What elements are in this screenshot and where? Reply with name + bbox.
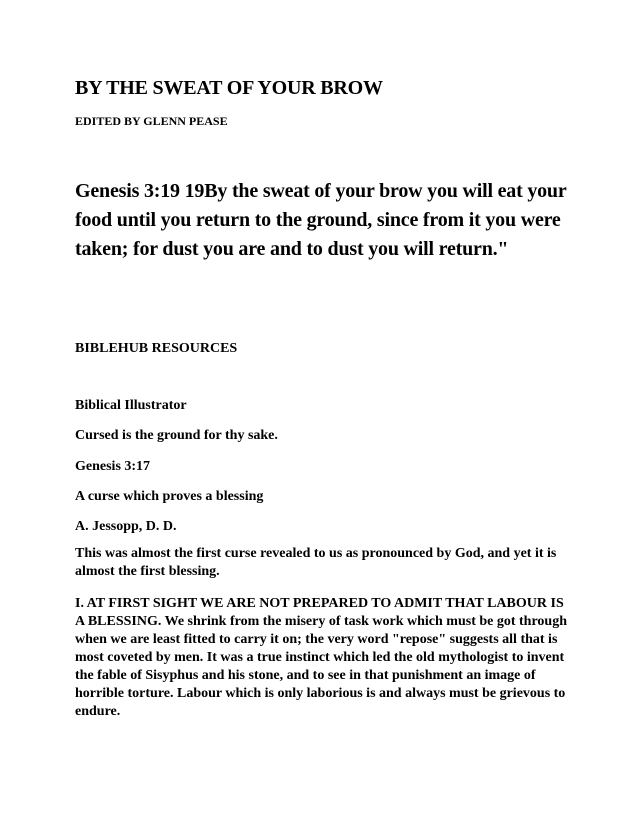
scripture-reference: Genesis 3:17 [75,459,151,474]
section-subtitle: A curse which proves a blessing [75,489,264,504]
body-paragraph: This was almost the first curse revealed to us as pronounced by God, and yet it is almost the first blessing. [75,546,557,579]
author-name: A. Jessopp, D. D. [75,519,177,534]
section-heading: Cursed is the ground for thy sake. [75,428,278,443]
document-title: BY THE SWEAT OF YOUR BROW [75,77,383,99]
body-paragraph: I. AT FIRST SIGHT WE ARE NOT PREPARED TO ADMIT THAT LABOUR IS A BLESSING. We shrink from the misery of task work which must be got through when we are least fitted to carry it on; the very word "repose" suggests all that is most coveted by men. It was a true instinct which led the old mythologist to invent the fable of Sisyphus and his stone, and to see in that punishment an image of horrible torture. Labour which is only laborious is and always must be grievous to endure. [75,596,568,719]
resources-heading: BIBLEHUB RESOURCES [75,341,238,356]
editor-credit: EDITED BY GLENN PEASE [75,114,228,128]
scripture-verse: Genesis 3:19 19By the sweat of your brow you will eat your food until you return to the ground, since from it you were taken; for dust you are and to dust you will return." [75,180,567,260]
source-title: Biblical Illustrator [75,398,187,413]
